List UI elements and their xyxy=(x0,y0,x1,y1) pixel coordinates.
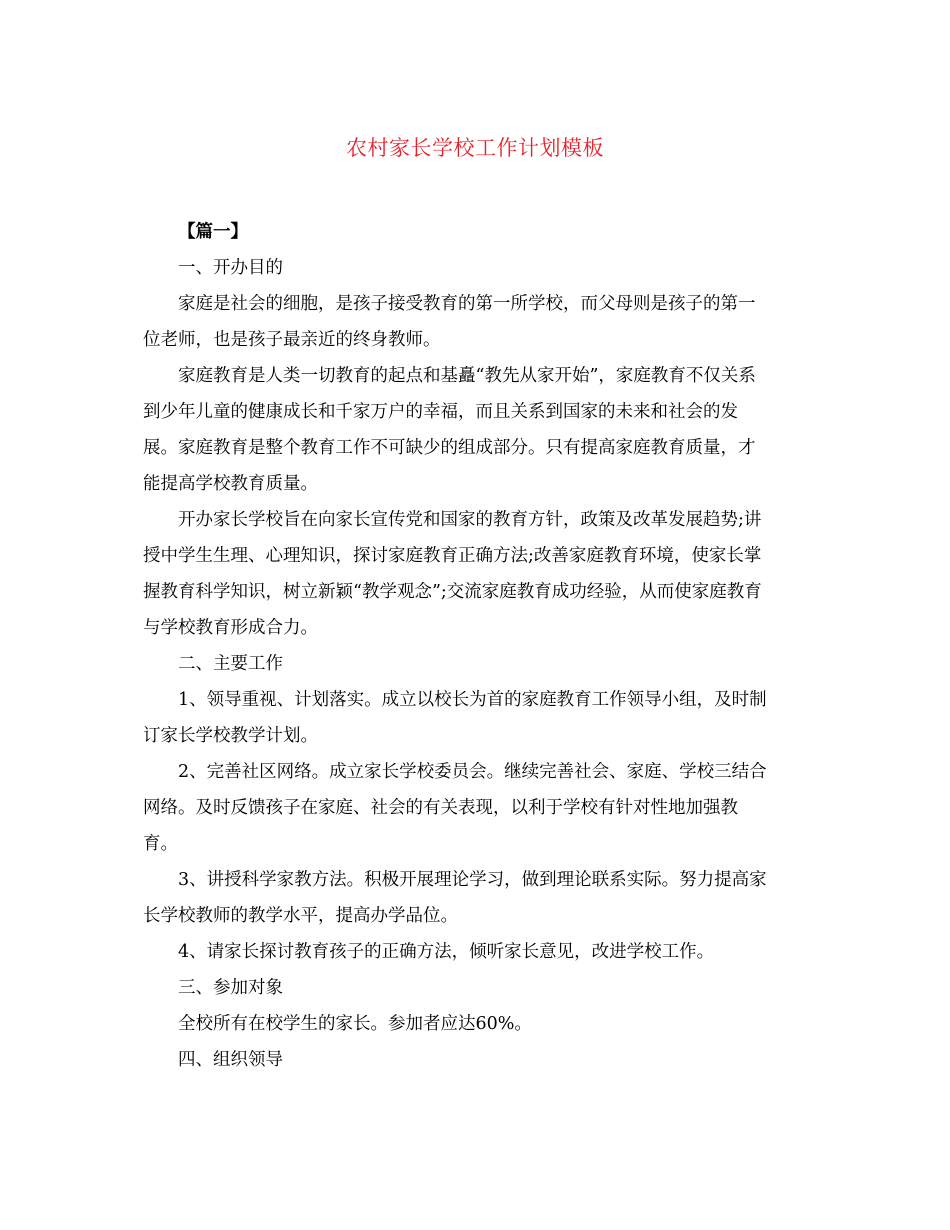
list-item-line: 4、请家长探讨教育孩子的正确方法，倾听家长意见，改进学校工作。 xyxy=(178,942,715,962)
paragraph-line: 位老师，也是孩子最亲近的终身教师。 xyxy=(143,330,441,350)
heading-participants: 三、参加对象 xyxy=(178,978,283,998)
list-item-line: 订家长学校教学计划。 xyxy=(143,726,318,746)
paragraph-line: 展。家庭教育是整个教育工作不可缺少的组成部分。只有提高家庭教育质量，才 xyxy=(143,438,756,458)
heading-organization: 四、组织领导 xyxy=(178,1050,283,1070)
list-item-line: 网络。及时反馈孩子在家庭、社会的有关表现，以利于学校有针对性地加强教 xyxy=(143,798,738,818)
paragraph-line: 握教育科学知识，树立新颖“教学观念”;交流家庭教育成功经验，从而使家庭教育 xyxy=(143,582,762,602)
list-item-line: 育。 xyxy=(143,834,178,854)
list-item-line: 长学校教师的教学水平，提高办学品位。 xyxy=(143,906,458,926)
list-item-line: 3、讲授科学家教方法。积极开展理论学习，做到理论联系实际。努力提高家 xyxy=(178,870,767,890)
paragraph-line: 到少年儿童的健康成长和千家万户的幸福，而且关系到国家的未来和社会的发 xyxy=(143,402,738,422)
section-label: 【篇一】 xyxy=(178,222,248,242)
participants-text: 全校所有在校学生的家长。参加者应达60%。 xyxy=(178,1014,532,1034)
paragraph-line: 家庭是社会的细胞，是孩子接受教育的第一所学校，而父母则是孩子的第一 xyxy=(178,294,756,314)
heading-purpose: 一、开办目的 xyxy=(178,258,283,278)
paragraph-line: 与学校教育形成合力。 xyxy=(143,618,318,638)
paragraph-line: 能提高学校教育质量。 xyxy=(143,474,318,494)
list-item-line: 2、完善社区网络。成立家长学校委员会。继续完善社会、家庭、学校三结合 xyxy=(178,762,767,782)
paragraph-line: 授中学生生理、心理知识，探讨家庭教育正确方法;改善家庭教育环境，使家长掌 xyxy=(143,546,762,566)
document-title: 农村家长学校工作计划模板 xyxy=(346,136,604,160)
paragraph-line: 开办家长学校旨在向家长宣传党和国家的教育方针，政策及改革发展趋势;讲 xyxy=(178,510,762,530)
heading-main-work: 二、主要工作 xyxy=(178,654,283,674)
list-item-line: 1、领导重视、计划落实。成立以校长为首的家庭教育工作领导小组，及时制 xyxy=(178,690,767,710)
paragraph-line: 家庭教育是人类一切教育的起点和基矗“教先从家开始”，家庭教育不仅关系 xyxy=(178,366,756,386)
document-body xyxy=(143,214,805,1078)
